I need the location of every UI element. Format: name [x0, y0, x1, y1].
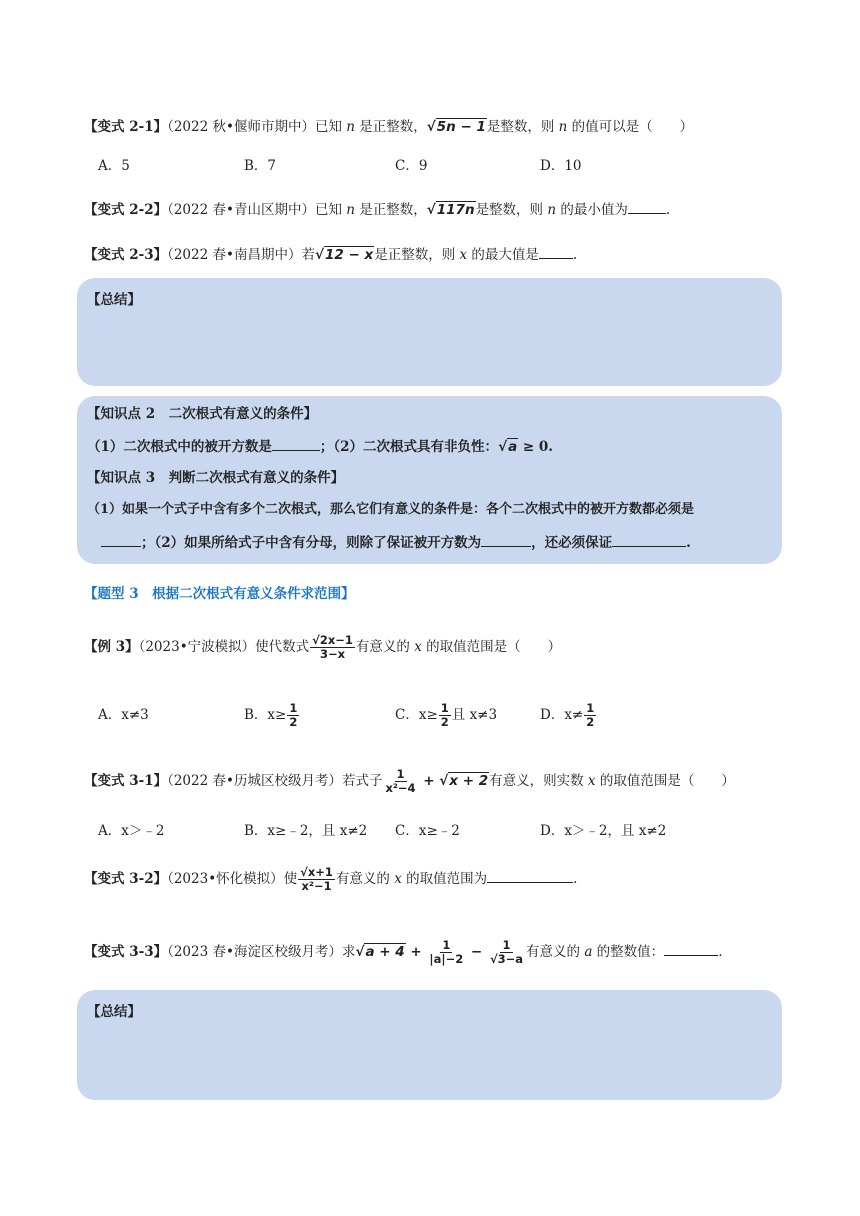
period: . [572, 247, 578, 263]
question-tag: 【变式 3-2】 [84, 871, 168, 887]
option-d: D．10 [540, 158, 582, 174]
question-text: （2023 春•海淀区校级月考）求 [167, 944, 356, 960]
kp3-title: 【知识点 3 判断二次根式有意义的条件】 [87, 470, 345, 486]
summary-box [77, 278, 782, 386]
variable: n [547, 202, 557, 218]
question-text: 是正整数， [354, 202, 427, 218]
operator: + [418, 773, 440, 789]
kp2-content [87, 436, 553, 457]
answer-blank [664, 941, 718, 956]
answer-blank [628, 199, 666, 214]
variant-2-3-question [84, 244, 577, 265]
variant-3-2-question [84, 862, 577, 896]
question-text: 的整数值： [592, 944, 665, 960]
question-text: 是正整数， [354, 119, 427, 135]
kp-text: ≥ 0. [518, 439, 554, 455]
option-c: C．9 [395, 158, 428, 174]
answer-blank [101, 532, 141, 547]
summary-box [77, 990, 782, 1100]
question-text: 的取值范围是（ ） [595, 773, 735, 789]
option-d: D．x≠ $\frac{1}{2}$ [540, 701, 595, 729]
question-text: （2023•怀化模拟）使 [167, 871, 298, 887]
option-d: D．x＞﹣2，且 x≠2 [540, 823, 667, 839]
answer-blank [612, 532, 686, 547]
fraction-expression: $\frac{1}{\text{x²−4}}$ [385, 767, 416, 795]
fraction-half: $\frac{1}{2}$ [289, 701, 298, 729]
question-text: 有意义的 [355, 639, 415, 655]
fraction-expression: $\frac{√2x-1}{3-x}$ [312, 633, 353, 661]
option-a: A．x≠3 [98, 707, 149, 723]
option-a: A．5 [98, 158, 130, 174]
question-text: 的最小值为 [556, 202, 628, 218]
kp-text: . [686, 535, 691, 551]
kp3-line2 [87, 532, 691, 553]
question-text: 有意义的 [335, 871, 395, 887]
question-text: 的取值范围为 [401, 871, 488, 887]
variant-2-2-question [84, 199, 670, 220]
option-b: B．x≥﹣2，且 x≠2 [244, 823, 368, 839]
period: . [573, 871, 578, 887]
question-text: （2022 春•南昌期中）若 [167, 247, 315, 263]
kp2-title: 【知识点 2 二次根式有意义的条件】 [87, 406, 318, 422]
variant-2-1-question [84, 117, 693, 137]
question-tag: 【变式 2-1】 [84, 119, 168, 135]
example-3-question [84, 630, 561, 664]
operator: − [466, 944, 487, 960]
fraction-half: $\frac{1}{2}$ [586, 701, 595, 729]
variable: x [459, 247, 468, 263]
kp-text: ；（2）如果所给式子中含有分母，则除了保证被开方数为 [141, 535, 482, 551]
kp-text: ，还必须保证 [531, 535, 613, 551]
option-b: B．7 [244, 158, 277, 174]
variant-3-3-question [84, 934, 722, 970]
variable: n [346, 202, 355, 218]
variable: n [558, 119, 568, 135]
option-c: C．x≥ $\frac{1}{2}$ 且 x≠3 [395, 701, 498, 729]
period: . [665, 202, 671, 218]
sqrt-expression: √12 − x [314, 247, 374, 263]
summary-title: 【总结】 [87, 292, 141, 308]
answer-blank [539, 244, 573, 259]
option-c: C．x≥﹣2 [395, 823, 460, 839]
variable: x [414, 639, 422, 655]
fraction-expression: $\frac{1}{√3-a}$ [489, 938, 524, 966]
question-text: 有意义，则实数 [489, 773, 588, 789]
question-text: （2023•宁波模拟）使代数式 [138, 639, 310, 655]
question-tag: 【变式 3-3】 [84, 944, 168, 960]
fraction-expression: $\frac{√x+1}{\text{x²−1}}$ [300, 865, 333, 893]
kp3-line1: （1）如果一个式子中含有多个二次根式，那么它们有意义的条件是：各个二次根式中的被开方数都必须是 [87, 502, 695, 517]
answer-blank [487, 868, 573, 883]
question-text: 的取值范围是（ ） [421, 639, 562, 655]
question-tag: 【变式 2-2】 [84, 202, 168, 218]
question-text: （2022 春•历城区校级月考）若式子 [167, 773, 383, 789]
sqrt-expression: √x + 2 [439, 773, 489, 789]
question-text: 是整数，则 [475, 202, 548, 218]
question-text: （2022 秋•偃师市期中）已知 [167, 119, 347, 135]
option-a: A．x＞﹣2 [98, 823, 165, 839]
question-text: 的值可以是（ ） [567, 119, 694, 135]
question-text: 有意义的 [526, 944, 585, 960]
period: . [718, 944, 723, 960]
knowledge-box [77, 396, 782, 564]
option-b: B．x≥ $\frac{1}{2}$ [244, 701, 298, 729]
answer-blank [272, 436, 320, 451]
fraction-half: $\frac{1}{2}$ [440, 701, 449, 729]
summary-title: 【总结】 [87, 1004, 141, 1020]
section-heading: 【题型 3 根据二次根式有意义条件求范围】 [84, 586, 355, 602]
question-text: 是正整数，则 [374, 247, 460, 263]
question-tag: 【变式 2-3】 [84, 247, 168, 263]
question-text: 的最大值是 [467, 247, 539, 263]
sqrt-expression: √a [498, 439, 518, 455]
variable: n [346, 119, 355, 135]
operator: + [405, 944, 427, 960]
variant-3-1-question [84, 764, 735, 798]
question-text: （2022 春•青山区期中）已知 [167, 202, 347, 218]
sqrt-expression: √117n [426, 202, 475, 218]
fraction-expression: $\frac{1}{|a|-2}$ [429, 938, 464, 966]
sqrt-expression: √a + 4 [355, 944, 405, 960]
variable: a [584, 944, 593, 960]
sqrt-expression: √5n − 1 [426, 119, 486, 135]
variable: x [587, 773, 596, 789]
question-tag: 【变式 3-1】 [84, 773, 168, 789]
variable: x [394, 871, 402, 887]
kp-text: ；（2）二次根式具有非负性： [319, 439, 499, 455]
question-tag: 【例 3】 [84, 639, 139, 655]
question-text: 是整数，则 [486, 119, 559, 135]
answer-blank [481, 532, 531, 547]
kp-text: （1）二次根式中的被开方数是 [87, 439, 272, 455]
